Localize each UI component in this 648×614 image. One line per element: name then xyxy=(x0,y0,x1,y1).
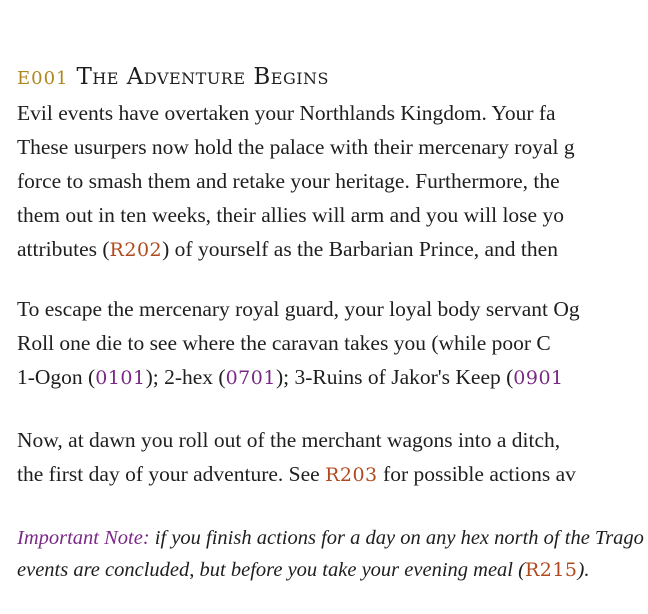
rule-reference-link[interactable]: R202 xyxy=(109,239,163,261)
paragraph-intro xyxy=(17,96,648,266)
important-note xyxy=(17,522,648,586)
paragraph-escape xyxy=(17,292,648,394)
text-span: ) of yourself as the Barbarian Prince, and then xyxy=(162,237,558,261)
text-span: 1-Ogon ( xyxy=(17,365,96,389)
text-line: force to smash them and retake your heritage. Furthermore, the xyxy=(17,169,560,193)
hex-reference-link[interactable]: 0701 xyxy=(225,367,276,389)
text-line: them out in ten weeks, their allies will arm and you will lose yo xyxy=(17,203,564,227)
section-heading xyxy=(17,64,329,90)
rule-reference-link[interactable]: R203 xyxy=(325,464,378,486)
text-span: if you finish actions for a day on any hex north of the Trago xyxy=(149,527,644,549)
hex-reference-link[interactable]: 0101 xyxy=(95,367,146,389)
text-span: events are concluded, but before you take your evening meal ( xyxy=(17,559,525,581)
text-line xyxy=(17,522,648,554)
text-span: ); 3-Ruins of Jakor's Keep ( xyxy=(275,365,514,389)
text-span: for possible actions av xyxy=(377,462,576,486)
text-span: ); 2-hex ( xyxy=(145,365,226,389)
text-span: the first day of your adventure. See xyxy=(17,462,326,486)
text-line: Roll one die to see where the caravan takes you (while poor C xyxy=(17,331,551,355)
rule-reference-link[interactable]: R215 xyxy=(524,559,578,581)
note-label: Important Note: xyxy=(17,527,150,549)
text-line: Now, at dawn you roll out of the merchant wagons into a ditch, xyxy=(17,428,561,452)
text-line: To escape the mercenary royal guard, your loyal body servant Og xyxy=(17,297,580,321)
hex-reference-link[interactable]: 0901 xyxy=(513,367,564,389)
paragraph-dawn xyxy=(17,423,648,491)
section-code: E001 xyxy=(17,68,69,89)
text-span: ). xyxy=(577,559,590,581)
text-line xyxy=(17,360,648,394)
section-title: The Adventure Begins xyxy=(76,64,330,90)
text-line xyxy=(17,232,648,266)
text-line xyxy=(17,554,648,586)
text-line: Evil events have overtaken your Northlands Kingdom. Your fa xyxy=(17,101,556,125)
text-span: attributes ( xyxy=(17,237,110,261)
text-line xyxy=(17,457,648,491)
text-line: These usurpers now hold the palace with their mercenary royal g xyxy=(17,135,575,159)
